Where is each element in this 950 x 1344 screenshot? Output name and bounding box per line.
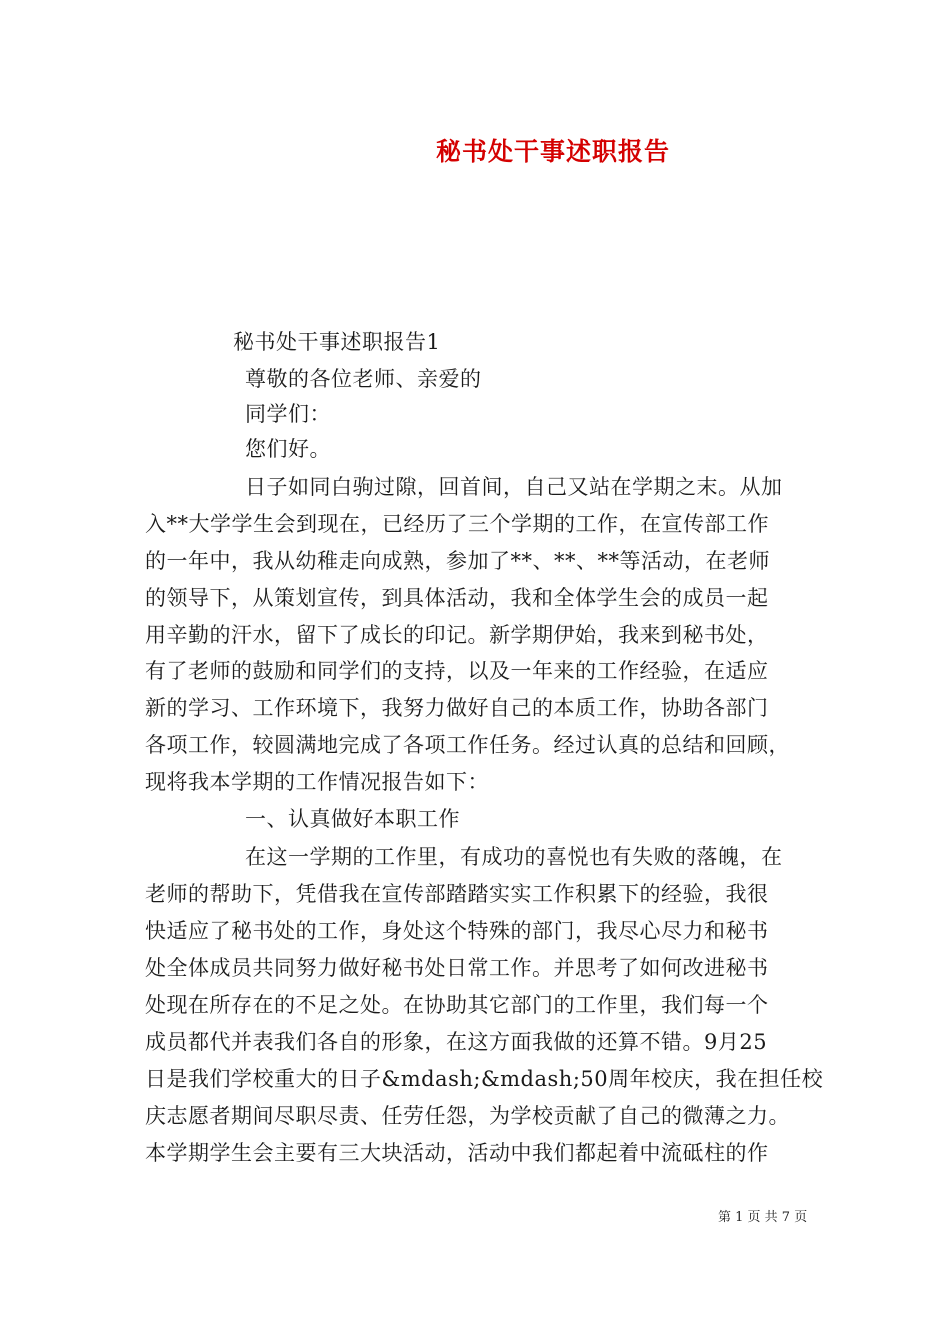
paragraph-line: 新的学习、工作环境下，我努力做好自己的本质工作，协助各部门 xyxy=(145,696,769,720)
paragraph-line: 老师的帮助下，凭借我在宣传部踏踏实实工作积累下的经验，我很 xyxy=(145,882,769,906)
page-number: 第 1 页 共 7 页 xyxy=(718,1210,808,1225)
paragraph-line: 在这一学期的工作里，有成功的喜悦也有失败的落魄，在 xyxy=(245,845,783,869)
section-heading-1: 秘书处干事述职报告1 xyxy=(233,330,441,354)
document-title: 秘书处干事述职报告 xyxy=(435,137,670,166)
paragraph-line: 成员都代并表我们各自的形象，在这方面我做的还算不错。9月25 xyxy=(145,1030,768,1054)
paragraph-line: 处现在所存在的不足之处。在协助其它部门的工作里，我们每一个 xyxy=(145,993,769,1017)
paragraph-line: 现将我本学期的工作情况报告如下： xyxy=(145,770,489,794)
greeting-line: 您们好。 xyxy=(245,437,331,461)
paragraph-line: 的一年中，我从幼稚走向成熟，参加了**、**、**等活动，在老师 xyxy=(145,549,770,573)
paragraph-line: 用辛勤的汗水，留下了成长的印记。新学期伊始，我来到秘书处， xyxy=(145,623,769,647)
section-heading-2: 一、认真做好本职工作 xyxy=(245,807,460,831)
paragraph-line: 的领导下，从策划宣传，到具体活动，我和全体学生会的成员一起 xyxy=(145,586,769,610)
salutation-line-1: 尊敬的各位老师、亲爱的 xyxy=(245,367,482,391)
salutation-line-2: 同学们： xyxy=(245,402,331,426)
paragraph-line: 日是我们学校重大的日子&mdash;&mdash;50周年校庆，我在担任校 xyxy=(145,1067,824,1091)
paragraph-line: 快适应了秘书处的工作，身处这个特殊的部门，我尽心尽力和秘书 xyxy=(145,919,769,943)
paragraph-line: 处全体成员共同努力做好秘书处日常工作。并思考了如何改进秘书 xyxy=(145,956,769,980)
paragraph-line: 各项工作，较圆满地完成了各项工作任务。经过认真的总结和回顾， xyxy=(145,733,790,757)
paragraph-line: 庆志愿者期间尽职尽责、任劳任怨，为学校贡献了自己的微薄之力。 xyxy=(145,1104,790,1128)
paragraph-line: 本学期学生会主要有三大块活动，活动中我们都起着中流砥柱的作 xyxy=(145,1141,769,1165)
paragraph-line: 入**大学学生会到现在，已经历了三个学期的工作，在宣传部工作 xyxy=(145,512,769,536)
paragraph-line: 日子如同白驹过隙，回首间，自己又站在学期之末。从加 xyxy=(245,475,783,499)
paragraph-line: 有了老师的鼓励和同学们的支持，以及一年来的工作经验，在适应 xyxy=(145,659,769,683)
